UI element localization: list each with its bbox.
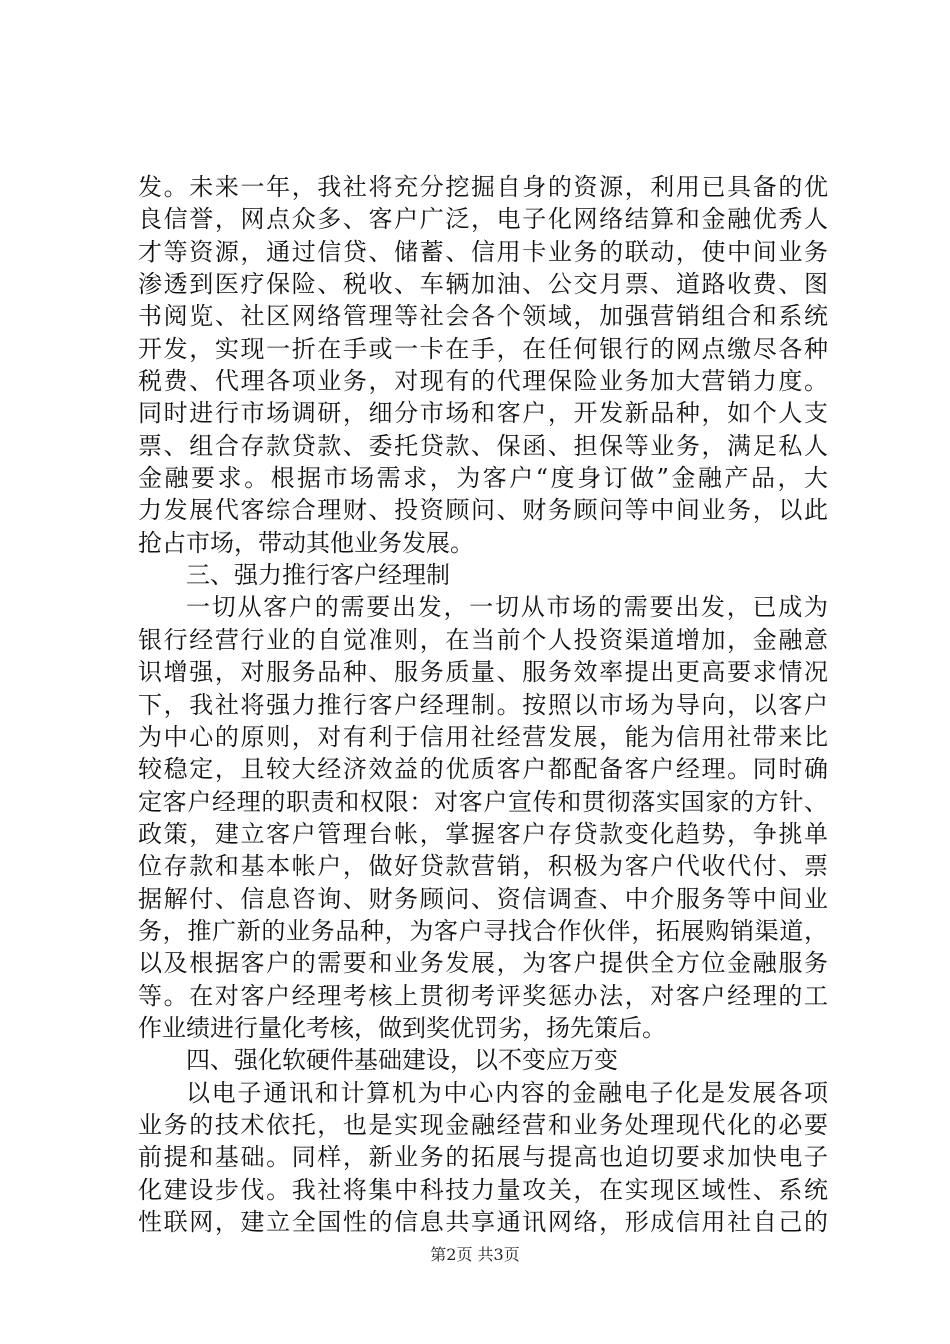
text-line: 以及根据客户的需要和业务发展，为客户提供全方位金融服务 — [138, 949, 828, 978]
text-line: 政策，建立客户管理台帐，掌握客户存贷款变化趋势，争挑单 — [138, 819, 828, 848]
text-line: 位存款和基本帐户，做好贷款营销，积极为客户代收代付、票 — [138, 852, 828, 881]
text-line: 票、组合存款贷款、委托贷款、保函、担保等业务，满足私人 — [138, 431, 828, 460]
text-line: 书阅览、社区网络管理等社会各个领域，加强营销组合和系统 — [138, 302, 828, 331]
text-line: 化建设步伐。我社将集中科技力量攻关，在实现区域性、系统 — [138, 1175, 828, 1204]
text-line: 下，我社将强力推行客户经理制。按照以市场为导向，以客户 — [138, 690, 828, 719]
text-line: 等。在对客户经理考核上贯彻考评奖惩办法，对客户经理的工 — [138, 981, 828, 1010]
text-line: 开发，实现一折在手或一卡在手，在任何银行的网点缴尽各种 — [138, 334, 828, 363]
text-line: 为中心的原则，对有利于信用社经营发展，能为信用社带来比 — [138, 722, 828, 751]
text-line: 发。未来一年，我社将充分挖掘自身的资源，利用已具备的优 — [138, 173, 828, 201]
text-line: 作业绩进行量化考核，做到奖优罚劣，扬先策后。 — [138, 1013, 666, 1042]
text-line: 定客户经理的职责和权限：对客户宣传和贯彻落实国家的方针、 — [138, 787, 828, 816]
section-heading: 四、强化软硬件基础建设，以不变应万变 — [186, 1046, 618, 1075]
text-line: 税费、代理各项业务，对现有的代理保险业务加大营销力度。 — [138, 367, 828, 396]
text-line: 银行经营行业的自觉准则，在当前个人投资渠道增加，金融意 — [138, 625, 828, 654]
text-line: 力发展代客综合理财、投资顾问、财务顾问等中间业务，以此 — [138, 496, 828, 525]
text-line: 良信誉，网点众多、客户广泛，电子化网络结算和金融优秀人 — [138, 205, 828, 234]
text-line: 渗透到医疗保险、税收、车辆加油、公交月票、道路收费、图 — [138, 270, 828, 299]
text-line: 较稳定，且较大经济效益的优质客户都配备客户经理。同时确 — [138, 755, 828, 784]
text-line: 务，推广新的业务品种，为客户寻找合作伙伴，拓展购销渠道， — [138, 916, 828, 945]
text-line: 同时进行市场调研，细分市场和客户，开发新品种，如个人支 — [138, 399, 828, 428]
text-line: 据解付、信息咨询、财务顾问、资信调查、中介服务等中间业 — [138, 884, 828, 913]
text-line: 性联网，建立全国性的信息共享通讯网络，形成信用社自己的 — [138, 1208, 828, 1236]
page-footer: 第2页 共3页 — [430, 1245, 520, 1264]
text-line: 一切从客户的需要出发，一切从市场的需要出发，已成为 — [186, 593, 828, 622]
text-line: 抢占市场，带动其他业务发展。 — [138, 528, 474, 557]
text-line: 金融要求。根据市场需求，为客户“度身订做”金融产品，大 — [138, 464, 828, 493]
text-line: 业务的技术依托，也是实现金融经营和业务处理现代化的必要 — [138, 1110, 828, 1139]
section-heading: 三、强力推行客户经理制 — [186, 561, 450, 590]
text-line: 以电子通讯和计算机为中心内容的金融电子化是发展各项 — [186, 1078, 828, 1107]
text-line: 才等资源，通过信贷、储蓄、信用卡业务的联动，使中间业务 — [138, 237, 828, 266]
text-line: 识增强，对服务品种、服务质量、服务效率提出更高要求情况 — [138, 658, 828, 687]
body-text — [138, 171, 828, 1238]
text-line: 前提和基础。同样，新业务的拓展与提高也迫切要求加快电子 — [138, 1143, 828, 1172]
